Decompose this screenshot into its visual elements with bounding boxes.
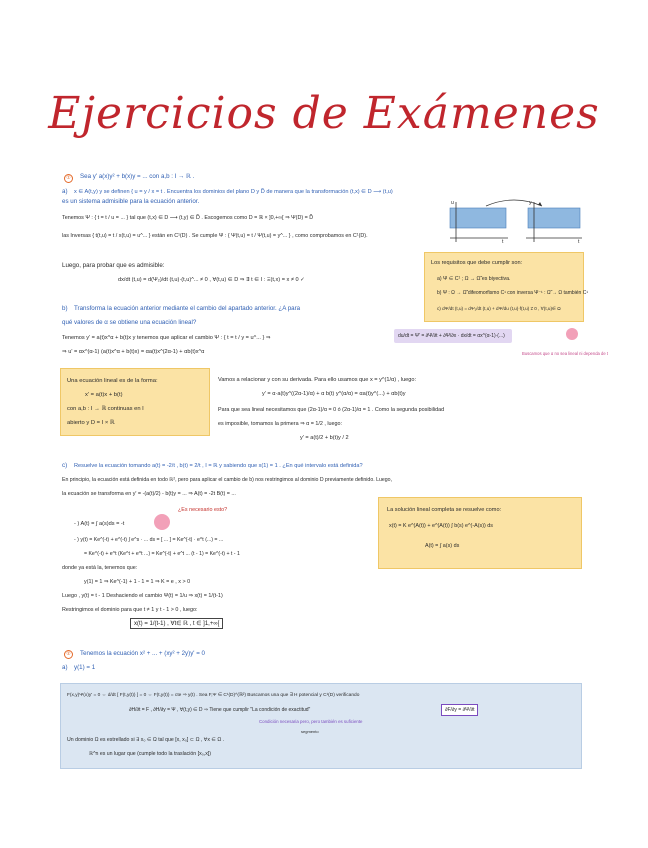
exercise-1-number: ① — [64, 174, 73, 183]
solution-note-line3: A(t) = ∫ a(s) ds — [425, 543, 460, 549]
ex1-part-b-line2: qué valores de α se obtiene una ecuación lineal? — [62, 319, 197, 326]
ex1-part-b-line8: es imposible, tomamos la primera ⇒ α = 1/2 , luego: — [218, 421, 343, 427]
ex1-part-b-line1: Transforma la ecuación anterior mediante el cambio del apartado anterior. ¿A para — [74, 305, 301, 312]
calc-line-6: Luego , y(t) = t - 1 Deshaciendo el cambio Ψ(t) = 1/u ⇒ x(t) = 1/(t-1) — [62, 593, 223, 599]
diagram-label-u: u — [451, 200, 454, 206]
exact-line-3: Un dominio Ω es estrellado si ∃ x₀ ∈ Ω tal que [x, x₀] ⊂ Ω , ∀x ∈ Ω . — [67, 737, 225, 743]
requirement-a: a) Ψ ∈ C¹ ; Ω → Ω̃ es biyectiva. — [437, 276, 511, 282]
ex2-statement: Tenemos la ecuación x² + ... + (xy² + 2y)y' = 0 — [80, 650, 205, 657]
linear-note-line3: con a,b : I → ℝ continuas en I — [67, 406, 144, 412]
exact-line-2-formula: ∂F/∂y = ∂Ψ/∂t — [441, 704, 478, 716]
ex1-part-c-line3: la ecuación se transforma en y' = -(a(t)/2) - b(t)y = ... ⇒ A(t) = -2t B(t) = ... — [62, 491, 236, 497]
page-title: Ejercicios de Exámenes — [48, 88, 600, 139]
ex1-part-a-label: a) — [62, 188, 68, 195]
linear-note-line4: abierto y D = I × ℝ — [67, 420, 115, 426]
alpha-condition-note: Buscamos que α no sea lineal ni dependa de t — [522, 351, 608, 356]
ex1-part-b-line3: Tenemos y' = a(t)x^α + b(t)x y tenemos que aplicar el cambio Ψ : { t = t / y = u^... } ⇒ — [62, 335, 271, 341]
exact-purple-note: Condición necesaria pero, pero también es suficiente — [259, 719, 363, 724]
exact-line-4: ℝ^n es un lugar que (cumple todo la traslación [x₀,x]) — [89, 751, 212, 757]
exact-line-2: ∂H/∂t = F , ∂H/∂y = Ψ , ∀(t,y) ∈ D ⇒ Tiene que cumplir "La condición de exactitud" — [129, 707, 311, 713]
ex1-part-a-line4: las Inversas { t(t,u) = t / x(t,u) = u^... } están en C¹(D) . Se cumple Ψ : { Ψ(t,u) = t / Ψ(t,u) = y^... } , como comprobamos en C¹(D). — [62, 233, 368, 239]
linear-note-line1: Una ecuación lineal es de la forma: — [67, 378, 158, 384]
ex1-part-b-line5: Vamos a relacionar y con su derivada. Para ello usamos que x = y^(1/α) , luego: — [218, 377, 417, 383]
ex1-part-a-line5: Luego, para probar que es admisible: — [62, 262, 165, 269]
ex1-part-c-line2: En principio, la ecuación está definida en todo ℝ², pero para aplicar el cambio de b) nos restringimos al dominio D previamente definido. Luego, — [62, 477, 392, 483]
ex1-part-c-label: c) — [62, 462, 68, 469]
exact-line-1: F(x,y)Ψ(x)y' = 0 ⇔ d/dt [ F(t,y(t)) ] = 0 ⇔ F(t,y(t)) = cte ⇒ y(t) . Sea F,Ψ ∈ C¹(D)^(ℝ²) Buscamos una que ∃ H potencial y C¹(D) verificando — [67, 693, 360, 698]
calc-line-5: y(1) = 1 ⇒ Ke^(-1) + 1 - 1 = 1 ⇒ K = e , x > 0 — [84, 579, 191, 585]
linear-solution-note — [378, 497, 582, 569]
derivative-formula: du/dt = Ψ' = ∂Ψ/∂t + ∂Ψ/∂x · dx/dt = αx^(α-1)·(...) — [398, 333, 505, 339]
calc-line-3: = Ke^(-t) + e^t (Ke^t + e^t ...) = Ke^(-t) + e^t ... (t - 1) = Ke^(-t) + t - 1 — [84, 551, 240, 557]
requirement-b: b) Ψ : Ω → Ω̃ difeomorfismo C¹ con inversa Ψ⁻¹ : Ω̃ → Ω también C¹ — [437, 290, 588, 296]
ex1-part-b-line4: ⇒ u' = αx^(α-1) (a(t)x^α + b(t)x) = αa(t)x^(2α-1) + αb(t)x^α — [62, 349, 205, 355]
ex1-part-a-line6: dx/dt (t,u) = d(Ψ₂)/dt (t,u)·(t,u)^... ≠ 0 , ∀(t,u) ∈ D ⇒ ∃ t ∈ I : Ξ(t,x) = x ≠ 0 ✓ — [118, 277, 305, 283]
ex1-part-a-line2: es un sistema admisible para la ecuación anterior. — [62, 198, 200, 205]
calc-line-7: Restringimos el dominio para que t ≠ 1 y t - 1 > 0 , luego: — [62, 607, 198, 613]
ex1-part-b-label: b) — [62, 305, 68, 312]
diagram-label-t-right: t — [578, 239, 580, 245]
ex1-statement: Sea y' a(x)y² + b(x)y = ... con a,b : I → ℝ . — [80, 173, 195, 180]
ex1-part-c-line1: Resuelve la ecuación tomando a(t) = -2/t , b(t) = 2/t , I = ℝ y sabiendo que x(1) = 1 . ¿En qué intervalo está definida? — [74, 463, 363, 469]
linear-equation-note — [60, 368, 210, 436]
ex2-part-a-text: y(1) = 1 — [74, 664, 96, 671]
linear-note-line2: x' = a(t)x + b(t) — [85, 392, 123, 398]
requirement-c: c) dΨ/dt (t,u) = dΨ₁/dt (t,u) + dΨ/du (t,u)·f(t,u) ≠ 0 , ∀(t,u)∈ Ω — [437, 306, 561, 311]
highlight-circle-alpha — [566, 328, 578, 340]
requirements-heading: Los requisitos que debe cumplir son: — [431, 260, 523, 266]
ex1-part-b-line6: y' = α·a(t)y^((2α-1)/α) + α b(t) y^(α/α) = αa(t)y^(...) + αb(t)y — [262, 391, 406, 397]
requirements-note — [424, 252, 588, 322]
ex1-part-a-line1: x ∈ A(t,y) y se definen { u = y / x = t . Encuentra los dominios del plano D y D̃ de manera que la transformación (t,x) ∈ D ⟶ (t,u) — [74, 189, 393, 195]
solution-note-line1: La solución lineal completa se resuelve como: — [387, 507, 502, 513]
question-note: ¿Es necesario esto? — [178, 507, 228, 513]
calc-line-2: - ) y(t) = Ke^(-t) + e^(-t) ∫ e^s · ... ds = [ ... ] = Ke^(-t) · e^t (...) = ... — [74, 537, 224, 543]
segment-label: segmento — [301, 729, 319, 734]
ex1-part-b-result: y' = a(t)/2 + b(t)y / 2 — [300, 435, 349, 441]
highlight-circle-question — [154, 514, 170, 530]
final-answer-box: x(t) = 1/(t-1) , ∀t∈ ℝ , t ∈ ]1,+∞[ — [130, 618, 223, 629]
domain-transformation-diagram — [446, 196, 586, 246]
diagram-label-t-left: t — [502, 239, 504, 245]
calc-line-1: - ) A(t) = ∫ a(s)ds = -t — [74, 521, 125, 527]
calc-line-4: donde ya está la, tenemos que: — [62, 565, 138, 571]
exercise-2-number: ② — [64, 650, 73, 659]
solution-note-line2: x(t) = K e^(A(t)) + e^(A(t)) ∫ b(s) e^(-A(s)) ds — [389, 523, 494, 529]
ex2-part-a-label: a) — [62, 664, 68, 671]
ex1-part-b-line7: Para que sea lineal necesitamos que (2α-1)/α = 0 ó (2α-1)/α = 1 . Como la segunda posibilidad — [218, 407, 445, 413]
diagram-label-y: y — [529, 200, 532, 206]
ex1-part-a-line3: Tenemos Ψ : { t = t / u = ... } tal que (t,x) ∈ D ⟶ (t,y) ∈ D̃ . Escogemos como D = ℝ × ]0,+∞[ ⇒ Ψ(D) = D̃ — [62, 215, 314, 221]
exactness-note — [60, 683, 582, 769]
